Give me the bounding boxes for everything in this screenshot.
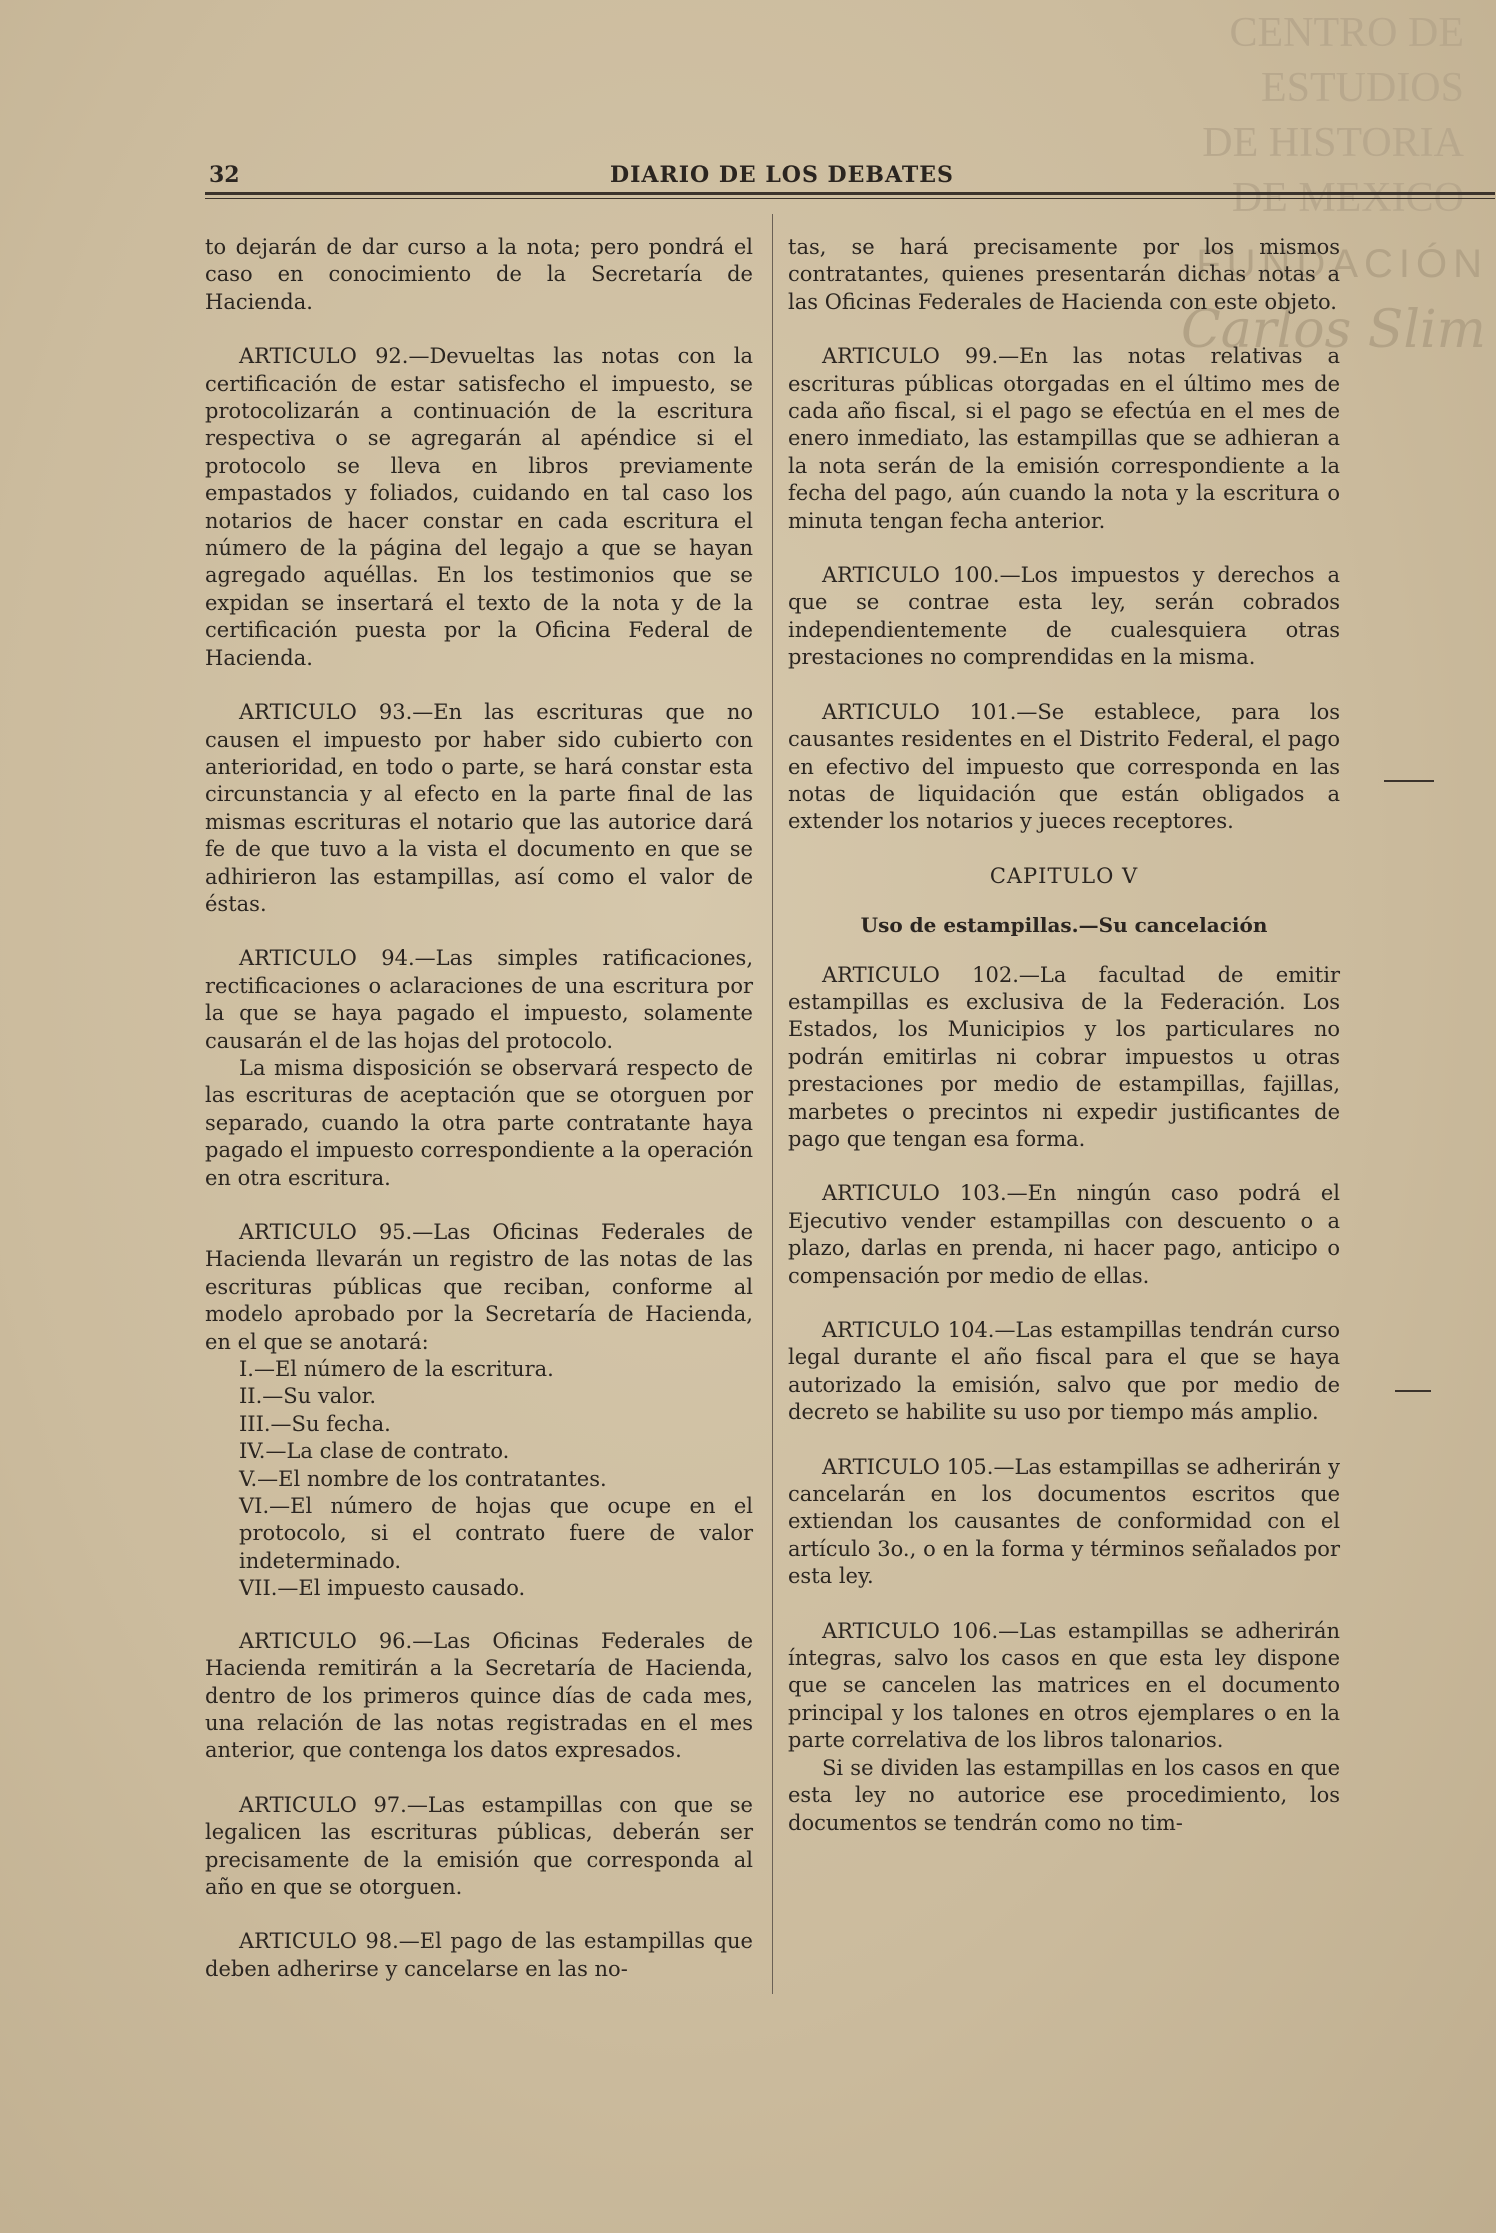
paragraph: Si se dividen las estampillas en los casos en que esta ley no autorice ese procedimiento, los documentos se tendrán como no tim- (788, 1755, 1340, 1835)
article-95: ARTICULO 95.—Las Oficinas Federales de Hacienda llevarán un registro de las notas de las escrituras públicas que reciban, conforme al modelo aprobado por la Secretaría de Hacienda, en el que se anotará: (205, 1220, 753, 1354)
right-column (788, 234, 1340, 1864)
header-rule (205, 192, 1495, 195)
register-list (205, 1356, 753, 1603)
article-100: ARTICULO 100.—Los impuestos y derechos a que se contrae esta ley, serán cobrados independientemente de cualesquiera otras prestaciones no comprendidas en la misma. (788, 563, 1340, 670)
article-97: ARTICULO 97.—Las estampillas con que se legalicen las escrituras públicas, deberán ser precisamente de la emisión que corresponda al año en que se otorguen. (205, 1792, 753, 1899)
article-98: ARTICULO 98.—El pago de las estampillas que deben adherirse y cancelarse en las no- (205, 1929, 753, 1981)
article-92: ARTICULO 92.—Devueltas las notas con la certificación de estar satisfecho el impuesto, se protocolizarán a continuación de la escritura respectiva o se agregarán al apéndice si el protocolo se lleva en libros previamente empastados y foliados, cuidando en tal caso los notarios de hacer constar en cada escritura el número de la página del legajo a que se hayan agregado aquéllas. En los testimonios que se expidan se insertará el texto de la nota y de la certificación puesta por la Oficina Federal de Hacienda. (205, 344, 753, 670)
column-divider (772, 214, 773, 1994)
paragraph: to dejarán de dar curso a la nota; pero pondrá el caso en conocimiento de la Secretaría de Hacienda. (205, 235, 753, 314)
list-item: V.—El nombre de los contratantes. (239, 1466, 607, 1491)
article-94: ARTICULO 94.—Las simples ratificaciones, rectificaciones o aclaraciones de una escritura por la que se haya pagado el impuesto, solamente causarán el de las hojas del protocolo. (205, 946, 753, 1053)
paragraph: tas, se hará precisamente por los mismos contratantes, quienes presentarán dichas notas a las Oficinas Federales de Hacienda con este objeto. (788, 235, 1340, 314)
list-item: II.—Su valor. (239, 1384, 377, 1409)
article-102: ARTICULO 102.—La facultad de emitir estampillas es exclusiva de la Federación. Los Estados, los Municipios y los particulares no podrán emitirlas ni cobrar impuestos u otras prestaciones por medio de estampillas, fajillas, marbetes o precintos ni expedir justificantes de pago que tengan esa forma. (788, 962, 1340, 1151)
list-item: I.—El número de la escritura. (239, 1357, 554, 1382)
watermark-signature: Carlos Slim (1181, 300, 1486, 360)
header-rule-thin (205, 198, 1495, 199)
paragraph: La misma disposición se observará respecto de las escrituras de aceptación que se otorguen por separado, cuando la otra parte contratante haya pagado el impuesto correspondiente a la operación en otra escritura. (205, 1055, 753, 1190)
journal-title: DIARIO DE LOS DEBATES (610, 162, 954, 188)
list-item: IV.—La clase de contrato. (239, 1439, 510, 1464)
page-number: 32 (209, 162, 240, 188)
list-item: VI.—El número de hojas que ocupe en el protocolo, si el contrato fuere de valor indeterminado. (239, 1494, 753, 1573)
chapter-subtitle: Uso de estampillas.—Su cancelación (860, 913, 1268, 938)
article-104: ARTICULO 104.—Las estampillas tendrán curso legal durante el año fiscal para el que se haya autorizado la emisión, salvo que por medio de decreto se habilite su uso por tiempo más amplio. (788, 1318, 1340, 1425)
article-96: ARTICULO 96.—Las Oficinas Federales de Hacienda remitirán a la Secretaría de Hacienda, dentro de los primeros quince días de cada mes, una relación de las notas registradas en el mes anterior, que contenga los datos expresados. (205, 1628, 753, 1763)
article-106: ARTICULO 106.—Las estampillas se adherirán íntegras, salvo los casos en que esta ley dispone que se cancelen las matrices en el documento principal y los talones en otros ejemplares o en la parte correlativa de los libros talonarios. (788, 1618, 1340, 1753)
article-103: ARTICULO 103.—En ningún caso podrá el Ejecutivo vender estampillas con descuento o a plazo, darlas en prenda, ni hacer pago, anticipo o compensación por medio de ellas. (788, 1181, 1340, 1288)
list-item: III.—Su fecha. (239, 1411, 391, 1436)
watermark-line: ESTUDIOS (1260, 65, 1464, 111)
margin-mark (1384, 780, 1434, 782)
article-93: ARTICULO 93.—En las escrituras que no causen el impuesto por haber sido cubierto con anterioridad, en todo o parte, se hará constar esta circunstancia y al efecto en la parte final de las mismas escrituras el notario que las autorice dará fe de que tuvo a la vista el documento en que se adhirieron las estampillas, así como el valor de éstas. (205, 700, 753, 916)
watermark-fundacion: FUNDACIÓN (1196, 242, 1488, 286)
article-99: ARTICULO 99.—En las notas relativas a escrituras públicas otorgadas en el último mes de cada año fiscal, si el pago se efectúa en el mes de enero inmediato, las estampillas que se adhieran a la nota serán de la emisión correspondiente a la fecha del pago, aún cuando la nota y la escritura o minuta tengan fecha anterior. (788, 344, 1340, 533)
article-105: ARTICULO 105.—Las estampillas se adherirán y cancelarán en los documentos escritos que extiendan los causantes de conformidad con el artículo 3o., o en la forma y términos señalados por esta ley. (788, 1454, 1340, 1589)
chapter-heading: CAPITULO V (989, 863, 1139, 888)
margin-mark (1395, 1390, 1431, 1392)
watermark-line: DE HISTORIA (1202, 120, 1464, 166)
list-item: VII.—El impuesto causado. (239, 1576, 526, 1601)
left-column (205, 234, 753, 2010)
article-101: ARTICULO 101.—Se establece, para los causantes residentes en el Distrito Federal, el pago en efectivo del impuesto que corresponda en las notas de liquidación que están obligados a extender los notarios y jueces receptores. (788, 699, 1340, 834)
watermark-line: CENTRO DE (1229, 10, 1464, 56)
watermark-line: DE MEXICO (1231, 175, 1464, 221)
